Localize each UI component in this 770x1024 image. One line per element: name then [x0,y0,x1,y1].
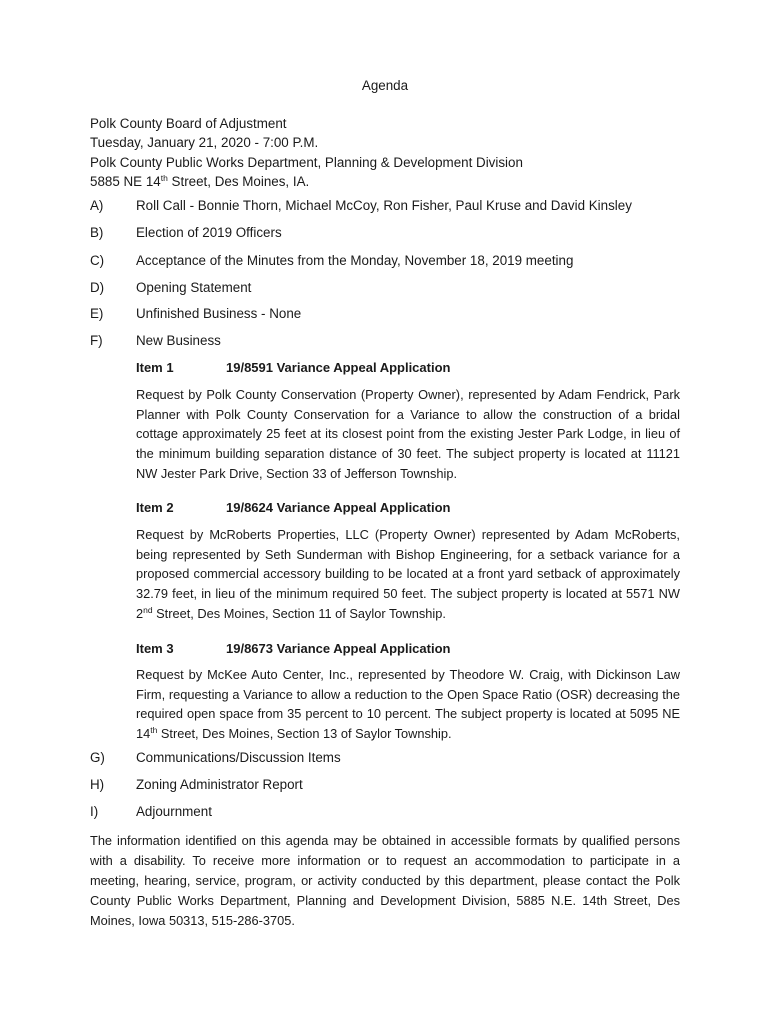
item-title: 19/8624 Variance Appeal Application [226,500,451,515]
meeting-address: 5885 NE 14th Street, Des Moines, IA. [90,172,310,189]
agenda-letter: D) [90,280,105,295]
agenda-letter: C) [90,253,105,268]
agenda-letter: A) [90,198,104,213]
agenda-text: Opening Statement [136,280,252,295]
item-title: 19/8673 Variance Appeal Application [226,641,451,656]
item-number: Item 2 [136,500,174,515]
agenda-item-f [90,332,221,350]
agenda-text: Communications/Discussion Items [136,750,341,765]
board-name: Polk County Board of Adjustment [90,116,287,131]
agenda-letter: I) [90,804,99,819]
agenda-letter: G) [90,750,105,765]
agenda-text: Roll Call - Bonnie Thorn, Michael McCoy, Ron Fisher, Paul Kruse and David Kinsley [136,198,632,213]
agenda-letter: E) [90,306,104,321]
department-name: Polk County Public Works Department, Planning & Development Division [90,154,523,170]
agenda-item-e [90,305,301,323]
accessibility-notice: The information identified on this agenda may be obtained in accessible formats by qualified persons with a disability. To receive more information or to request an accommodation to participate in a meeting, hearing, service, program, or activity conducted by this department, please contact the Polk County Public Works Department, Planning and Development Division, 5885 N.E. 14th Street, Des Moines, Iowa 50313, 515-286-3705. [90,833,680,928]
item-3-heading [136,640,450,658]
item-1-heading [136,359,450,377]
item-2-description: Request by McRoberts Properties, LLC (Property Owner) represented by Adam McRoberts, being represented by Seth Sunderman with Bishop Engineering, for a setback variance for a proposed commercial accessory building to be located at a front yard setback of approximately 32.79 feet, in lieu of the minimum required 50 feet. The subject property is located at 5571 NW 2nd Street, Des Moines, Section 11 of Saylor Township. [136,527,680,621]
agenda-item-h [90,776,303,794]
agenda-letter: B) [90,225,104,240]
agenda-text: Unfinished Business - None [136,306,302,321]
agenda-letter: F) [90,333,103,348]
meeting-header [90,114,523,191]
agenda-text: Zoning Administrator Report [136,777,303,792]
meeting-datetime: Tuesday, January 21, 2020 - 7:00 P.M. [90,135,319,151]
item-3-description: Request by McKee Auto Center, Inc., represented by Theodore W. Craig, with Dickinson Law Firm, requesting a Variance to allow a reduction to the Open Space Ratio (OSR) decreasing the required open space from 35 percent to 10 percent. The subject property is located at 5095 NE 14th Street, Des Moines, Section 13 of Saylor Township. [136,667,680,742]
item-number: Item 3 [136,641,174,656]
agenda-letter: H) [90,777,105,792]
agenda-text: Adjournment [136,804,212,819]
item-title: 19/8591 Variance Appeal Application [226,360,451,375]
page-title: Agenda [361,78,409,93]
agenda-item-b [90,224,282,242]
agenda-item-g [90,749,341,767]
agenda-item-i [90,803,212,821]
item-2-heading [136,499,450,517]
agenda-text: Acceptance of the Minutes from the Monday, November 18, 2019 meeting [136,253,574,268]
item-1-description: Request by Polk County Conservation (Property Owner), represented by Adam Fendrick, Park Planner with Polk County Conservation for a Variance to allow the construction of a bridal cottage approximately 25 feet at its closest point from the existing Jester Park Lodge, in lieu of the minimum building separation distance of 30 feet. The subject property is located at 11121 NW Jester Park Drive, Section 33 of Jefferson Township. [136,387,680,481]
agenda-text: New Business [136,333,221,348]
agenda-item-a [90,197,632,215]
agenda-item-d [90,279,251,297]
agenda-item-c [90,252,573,270]
item-number: Item 1 [136,360,174,375]
agenda-text: Election of 2019 Officers [136,225,282,240]
